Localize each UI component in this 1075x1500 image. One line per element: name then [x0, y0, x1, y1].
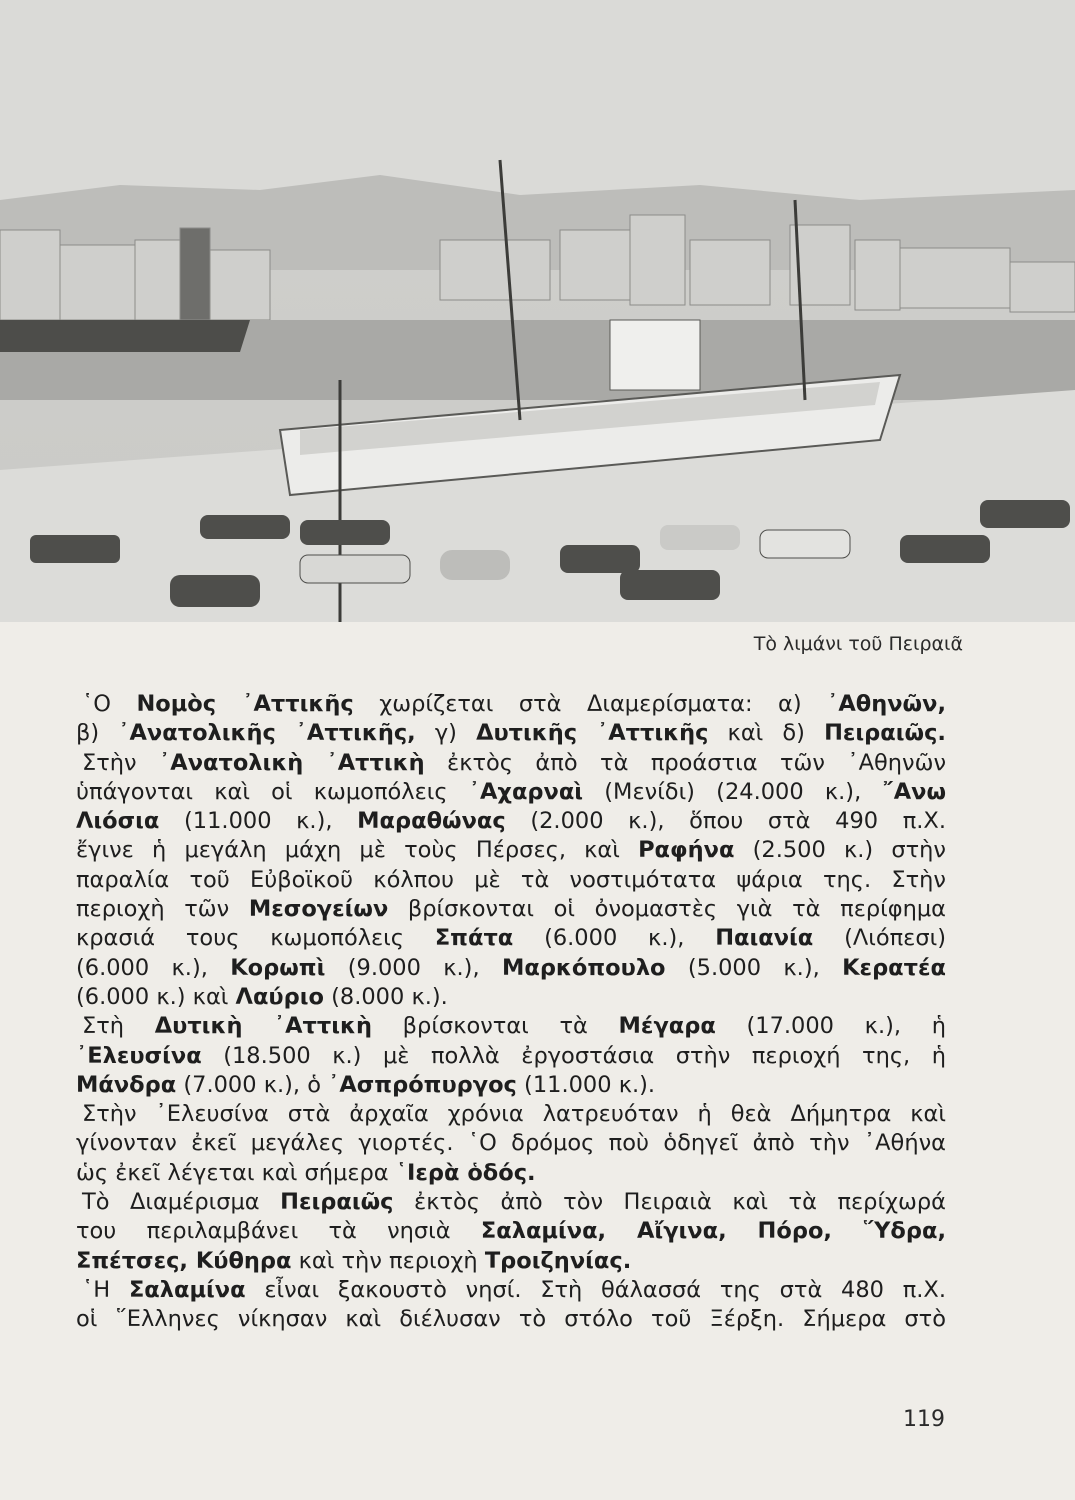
text-run: (6.000 κ.) καὶ: [76, 983, 236, 1010]
bold-term: Λιόσια: [76, 808, 160, 835]
text-run: (6.000 κ.),: [76, 954, 231, 981]
text-run: (Λιόπεσι): [813, 925, 946, 952]
text-run: ῾Η: [82, 1276, 129, 1303]
bold-term: ᾿Αθηνῶν,: [827, 691, 946, 717]
text-line: [76, 1305, 946, 1334]
text-line: [76, 719, 946, 748]
text-run: (9.000 κ.),: [325, 954, 502, 981]
bold-term: Μαραθώνας: [357, 808, 506, 835]
bold-term: ᾿Ανατολικῆς ᾿Αττικῆς,: [118, 720, 416, 747]
text-run: β): [76, 720, 119, 747]
text-line: [76, 954, 946, 983]
text-line: [76, 866, 946, 895]
text-run: γίνονταν ἐκεῖ μεγάλες γιορτές. ῾Ο δρόμος ποὺ ὁδηγεῖ ἀπὸ τὴν ᾿Αθήνα: [76, 1130, 946, 1157]
text-run: ἔγινε ἡ μεγάλη μάχη μὲ τοὺς Πέρσες, καὶ: [76, 837, 639, 864]
bold-term: ᾿Αχαρναὶ: [468, 778, 584, 805]
text-run: περιοχὴ τῶν: [76, 896, 249, 923]
text-line: [76, 924, 946, 953]
text-line: [76, 1276, 946, 1305]
text-line: [76, 1247, 946, 1276]
text-line: [76, 807, 946, 836]
text-line: [76, 749, 946, 778]
text-run: βρίσκονται οἱ ὀνομαστὲς γιὰ τὰ περίφημα: [388, 896, 947, 923]
bold-term: Σαλαμίνα: [128, 1276, 246, 1303]
text-run: Στὴν: [82, 749, 160, 776]
text-run: καὶ δ): [708, 720, 825, 747]
text-run: καὶ τὴν περιοχὴ: [291, 1247, 485, 1274]
text-run: (5.000 κ.),: [665, 954, 843, 981]
bold-term: Νομὸς ᾿Αττικῆς: [136, 691, 354, 717]
text-line: [76, 1217, 946, 1246]
text-run: βρίσκονται τὰ: [371, 1013, 619, 1040]
bold-term: Μαρκόπουλο: [501, 954, 666, 981]
text-line: [76, 895, 946, 924]
text-run: (11.000 κ.),: [159, 808, 358, 835]
text-run: (7.000 κ.), ὁ: [176, 1071, 329, 1098]
photo-caption: Τὸ λιμάνι τοῦ Πειραιᾶ: [753, 633, 963, 655]
text-line: [76, 1012, 946, 1041]
text-run: κρασιά τους κωμοπόλεις: [76, 925, 435, 952]
text-line: [76, 1042, 946, 1071]
text-line: [76, 778, 946, 807]
text-run: (Μενίδι) (24.000 κ.),: [583, 778, 883, 805]
bold-term: Κορωπὶ: [230, 954, 326, 981]
text-run: γ): [415, 720, 477, 747]
bold-term: Πειραιῶς: [280, 1189, 394, 1216]
bold-term: Σαλαμίνα, Αἴγινα, Πόρο, ῞Υδρα,: [480, 1218, 947, 1245]
text-line: [76, 1129, 946, 1158]
text-run: (2.000 κ.), ὅπου στὰ 490 π.Χ.: [505, 808, 946, 835]
text-run: ἐκτὸς ἀπὸ τὸν Πειραιὰ καὶ τὰ περίχωρά: [393, 1189, 947, 1216]
text-line: [76, 1159, 946, 1188]
bold-term: Πειραιῶς.: [824, 720, 946, 747]
text-run: (8.000 κ.).: [323, 983, 448, 1010]
text-run: (17.000 κ.), ἡ: [715, 1013, 946, 1040]
harbor-photo: [0, 0, 1075, 622]
harbor-photo-illustration: [0, 0, 1075, 622]
bold-term: Κερατέα: [842, 954, 946, 981]
text-line: [76, 1071, 946, 1100]
body-text: [76, 690, 946, 1335]
text-run: ἐκτὸς ἀπὸ τὰ προάστια τῶν ᾿Αθηνῶν: [424, 749, 947, 776]
text-run: (18.500 κ.) μὲ πολλὰ ἐργοστάσια στὴν περιοχή της, ἡ: [201, 1042, 946, 1069]
bold-term: Δυτικῆς ᾿Αττικῆς: [476, 720, 709, 747]
text-line: [76, 1188, 946, 1217]
bold-term: ᾿Ελευσίνα: [76, 1042, 202, 1069]
bold-term: Τροιζηνίας.: [484, 1247, 632, 1274]
text-run: Στὴ: [82, 1013, 155, 1040]
bold-term: Λαύριο: [235, 983, 324, 1010]
bold-term: Παιανία: [715, 925, 814, 952]
text-run: του περιλαμβάνει τὰ νησιὰ: [76, 1218, 481, 1245]
text-line: [76, 690, 946, 719]
bold-term: Μάνδρα: [76, 1071, 177, 1098]
text-run: (11.000 κ.).: [516, 1071, 656, 1098]
bold-term: Σπάτα: [434, 925, 514, 952]
bold-term: Μέγαρα: [618, 1013, 716, 1040]
text-run: ῾Ο: [82, 691, 137, 717]
text-line: [76, 983, 946, 1012]
text-run: οἱ ῞Ελληνες νίκησαν καὶ διέλυσαν τὸ στόλο τοῦ Ξέρξη. Σήμερα στὸ: [76, 1306, 946, 1333]
bold-term: ῎Ανω: [882, 778, 946, 805]
text-line: [76, 836, 946, 865]
text-run: εἶναι ξακουστὸ νησί. Στὴ θάλασσά της στὰ 480 π.Χ.: [245, 1276, 946, 1303]
text-run: Τὸ Διαμέρισμα: [82, 1189, 281, 1216]
bold-term: ᾿Ανατολικὴ ᾿Αττικὴ: [159, 749, 425, 776]
page-number: 119: [903, 1407, 945, 1432]
text-run: (6.000 κ.),: [513, 925, 716, 952]
text-run: ὑπάγονται καὶ οἱ κωμοπόλεις: [76, 778, 469, 805]
bold-term: Δυτικὴ ᾿Αττικὴ: [154, 1013, 372, 1040]
text-run: (2.500 κ.) στὴν: [734, 837, 947, 864]
text-run: χωρίζεται στὰ Διαμερίσματα: α): [353, 691, 828, 717]
text-run: ὡς ἐκεῖ λέγεται καὶ σήμερα: [76, 1159, 396, 1186]
text-run: παραλία τοῦ Εὐβοϊκοῦ κόλπου μὲ τὰ νοστιμότατα ψάρια της. Στὴν: [76, 866, 946, 893]
bold-term: ᾿Ασπρόπυργος: [328, 1071, 517, 1098]
text-run: Στὴν ᾿Ελευσίνα στὰ ἀρχαῖα χρόνια λατρευόταν ἡ θεὰ Δήμητρα καὶ: [82, 1101, 946, 1128]
bold-term: ῾Ιερὰ ὁδός.: [395, 1159, 536, 1186]
bold-term: Σπέτσες, Κύθηρα: [76, 1247, 292, 1274]
bold-term: Ραφήνα: [638, 837, 735, 864]
bold-term: Μεσογείων: [248, 896, 389, 923]
text-line: [76, 1100, 946, 1129]
